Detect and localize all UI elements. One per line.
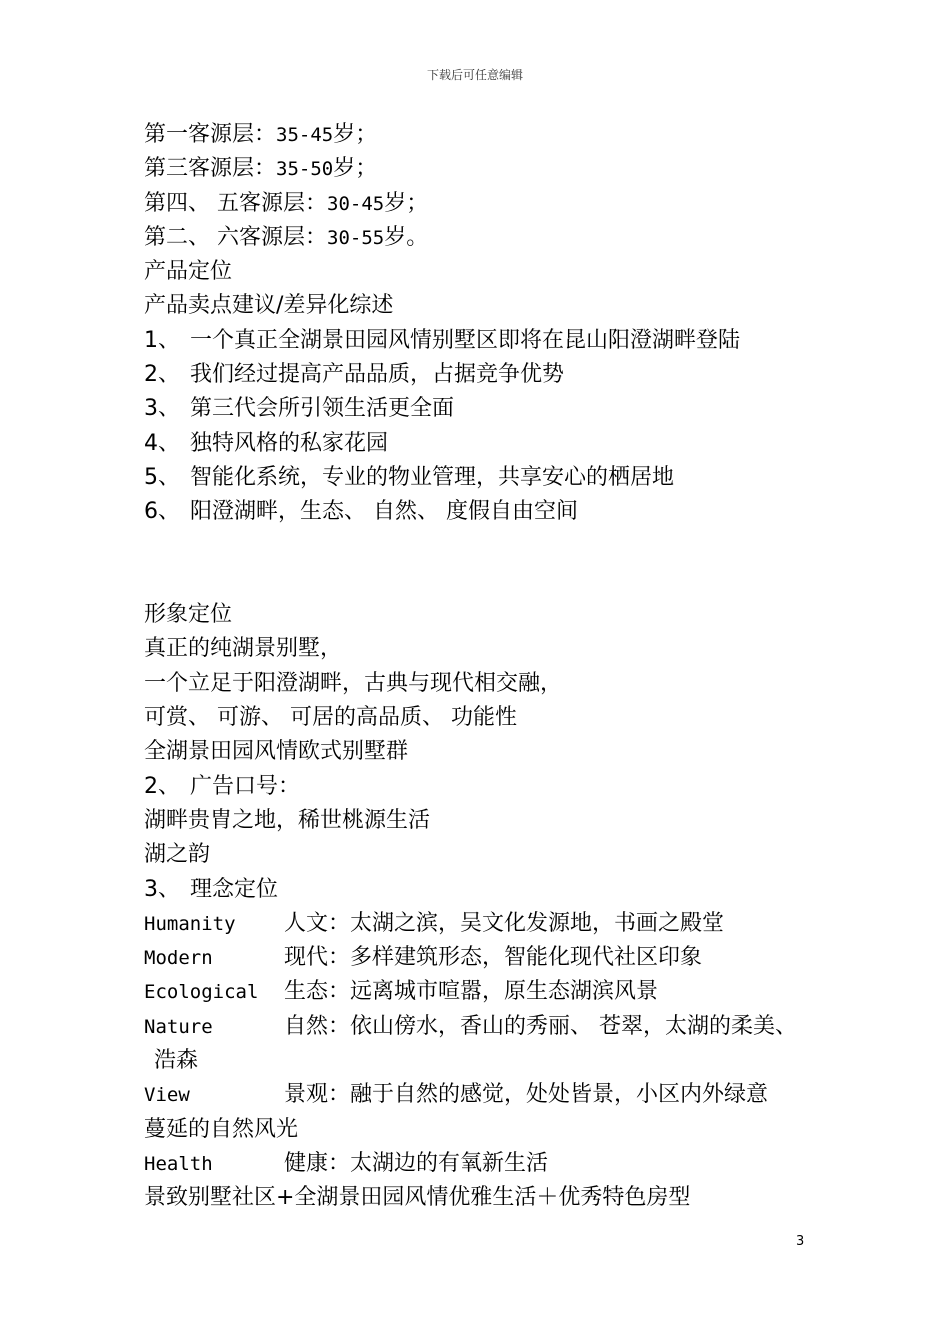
item-number: 3、 [144,876,180,902]
concept-zh: 生态：远离城市喧嚣，原生态湖滨风景 [284,979,659,1005]
slogan-line: 湖畔贵胄之地，稀世桃源生活 [144,807,431,833]
source-group-label: 第四、 五客源层： [144,190,327,216]
concept-zh: 健康：太湖边的有氧新生活 [284,1150,549,1176]
image-line: 真正的纯湖景别墅， [144,636,343,662]
source-group-line [144,118,834,152]
section-spacer [144,530,834,599]
product-item [144,461,834,495]
product-item [144,392,834,426]
concept-zh: 现代：多样建筑形态，智能化现代社区印象 [284,945,703,971]
concept-zh: 自然：依山傍水，香山的秀丽、 苍翠，太湖的柔美、 [284,1013,797,1039]
product-item [144,358,834,392]
item-number: 2、 [144,773,180,799]
item-text: 一个真正全湖景田园风情别墅区即将在昆山阳澄湖畔登陆 [190,327,741,353]
concept-en: Modern [144,947,213,970]
concept-row [144,1147,834,1181]
page-number: 3 [796,1234,805,1249]
concept-en: Nature [144,1015,213,1038]
slogan-heading [144,770,834,804]
item-number: 4、 [144,430,180,456]
page-header: 下载后可任意编辑 [426,68,523,82]
item-number: 6、 [144,499,180,525]
source-group-range: 30-55 [327,226,385,249]
source-group-suffix: 岁； [333,156,378,182]
image-line: 全湖景田园风情欧式别墅群 [144,739,409,765]
image-heading: 形象定位 [144,602,233,628]
image-line: 一个立足于阳澄湖畔，古典与现代相交融， [144,670,563,696]
product-item [144,427,834,461]
concept-en: Humanity [144,912,236,935]
concept-en: Health [144,1152,213,1175]
product-heading: 产品定位 [144,259,233,285]
closing-line: 景致别墅社区+全湖景田园风情优雅生活＋优秀特色房型 [144,1185,691,1211]
source-group-line [144,221,834,255]
item-number: 5、 [144,464,180,490]
source-group-line [144,152,834,186]
image-line: 可赏、 可游、 可居的高品质、 功能性 [144,705,517,731]
slogan-line: 湖之韵 [144,842,211,868]
source-group-range: 35-50 [276,158,334,181]
concept-row [144,1078,834,1112]
product-subheading: 产品卖点建议/差异化综述 [144,293,394,319]
source-group-range: 30-45 [327,192,385,215]
concept-en: View [144,1084,190,1107]
concept-continuation: 蔓延的自然风光 [144,1116,299,1142]
concept-zh: 景观：融于自然的感觉，处处皆景，小区内外绿意 [284,1082,769,1108]
item-number: 1、 [144,327,180,353]
item-number: 3、 [144,396,180,422]
source-group-suffix: 岁。 [384,224,429,250]
concept-label: 理念定位 [190,876,279,902]
concept-heading [144,873,834,907]
slogan-label: 广告口号： [190,773,301,799]
concept-continuation: 浩森 [154,1048,199,1074]
concept-row [144,1010,834,1044]
source-group-label: 第三客源层： [144,156,277,182]
item-number: 2、 [144,362,180,388]
concept-row [144,907,834,941]
product-item [144,324,834,358]
item-text: 第三代会所引领生活更全面 [190,396,455,422]
source-group-label: 第一客源层： [144,122,277,147]
document-body [144,118,834,1216]
item-text: 我们经过提高产品品质，占据竞争优势 [190,362,565,388]
concept-row [144,941,834,975]
concept-row [144,975,834,1009]
source-group-suffix: 岁； [384,190,429,216]
concept-en: Ecological [144,981,259,1004]
item-text: 阳澄湖畔，生态、 自然、 度假自由空间 [190,499,578,525]
product-item [144,495,834,529]
source-group-suffix: 岁； [333,122,378,147]
item-text: 独特风格的私家花园 [190,430,389,456]
source-group-range: 35-45 [276,124,334,146]
item-text: 智能化系统，专业的物业管理，共享安心的栖居地 [190,464,675,490]
source-group-line [144,187,834,221]
source-group-label: 第二、 六客源层： [144,224,327,250]
concept-zh: 人文：太湖之滨，吴文化发源地，书画之殿堂 [284,910,725,936]
